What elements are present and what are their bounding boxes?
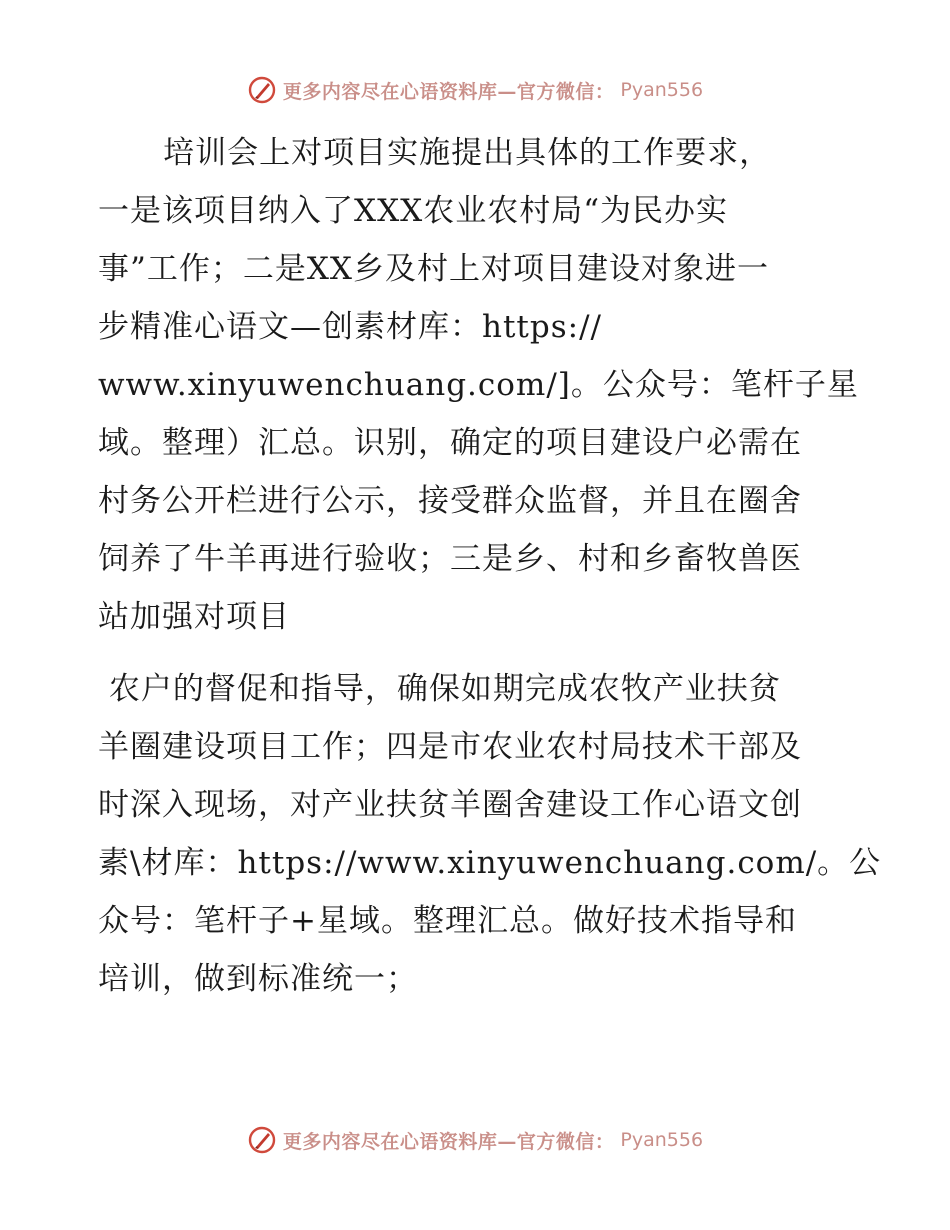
text-line: 农户的督促和指导，确保如期完成农牧产业扶贫 [98,671,781,707]
banner-text: 更多内容尽在心语资料库—官方微信： [282,80,615,103]
text-line: 培训，做到标准统一； [98,961,418,997]
text-line: www.xinyuwenchuang.com/]。公众号：笔杆子星 [98,367,859,403]
text-line: 众号：笔杆子+星域。整理汇总。做好技术指导和 [98,903,797,939]
paragraph-2 [98,660,882,1008]
paragraph-1 [98,124,858,646]
text-line: 素\材库：https://www.xinyuwenchuang.com/。公 [98,845,882,881]
text-line: 步精准心语文—创素材库：https:// [98,309,602,345]
text-line: 事”工作；二是XX乡及村上对项目建设对象进一 [98,251,769,287]
header-banner [0,70,950,110]
text-line: 一是该项目纳入了XXX农业农村局“为民办实 [98,193,729,229]
text-line: 时深入现场，对产业扶贫羊圈舍建设工作心语文创 [98,787,802,823]
footer-banner [0,1120,950,1160]
quill-pen-logo-icon [247,1125,277,1155]
text-line: 饲养了牛羊再进行验收；三是乡、村和乡畜牧兽医 [98,541,802,577]
banner-text: 更多内容尽在心语资料库—官方微信： [282,1130,615,1153]
text-line: 羊圈建设项目工作；四是市农业农村局技术干部及 [98,729,802,765]
banner-contact: Pyan556 [620,79,704,101]
quill-pen-logo-icon [247,75,277,105]
text-line: 村务公开栏进行公示，接受群众监督，并且在圈舍 [98,483,802,519]
text-line: 培训会上对项目实施提出具体的工作要求， [98,135,772,171]
text-line: 域。整理）汇总。识别，确定的项目建设户必需在 [98,425,802,461]
text-line: 站加强对项目 [98,599,290,635]
banner-contact: Pyan556 [620,1129,704,1151]
